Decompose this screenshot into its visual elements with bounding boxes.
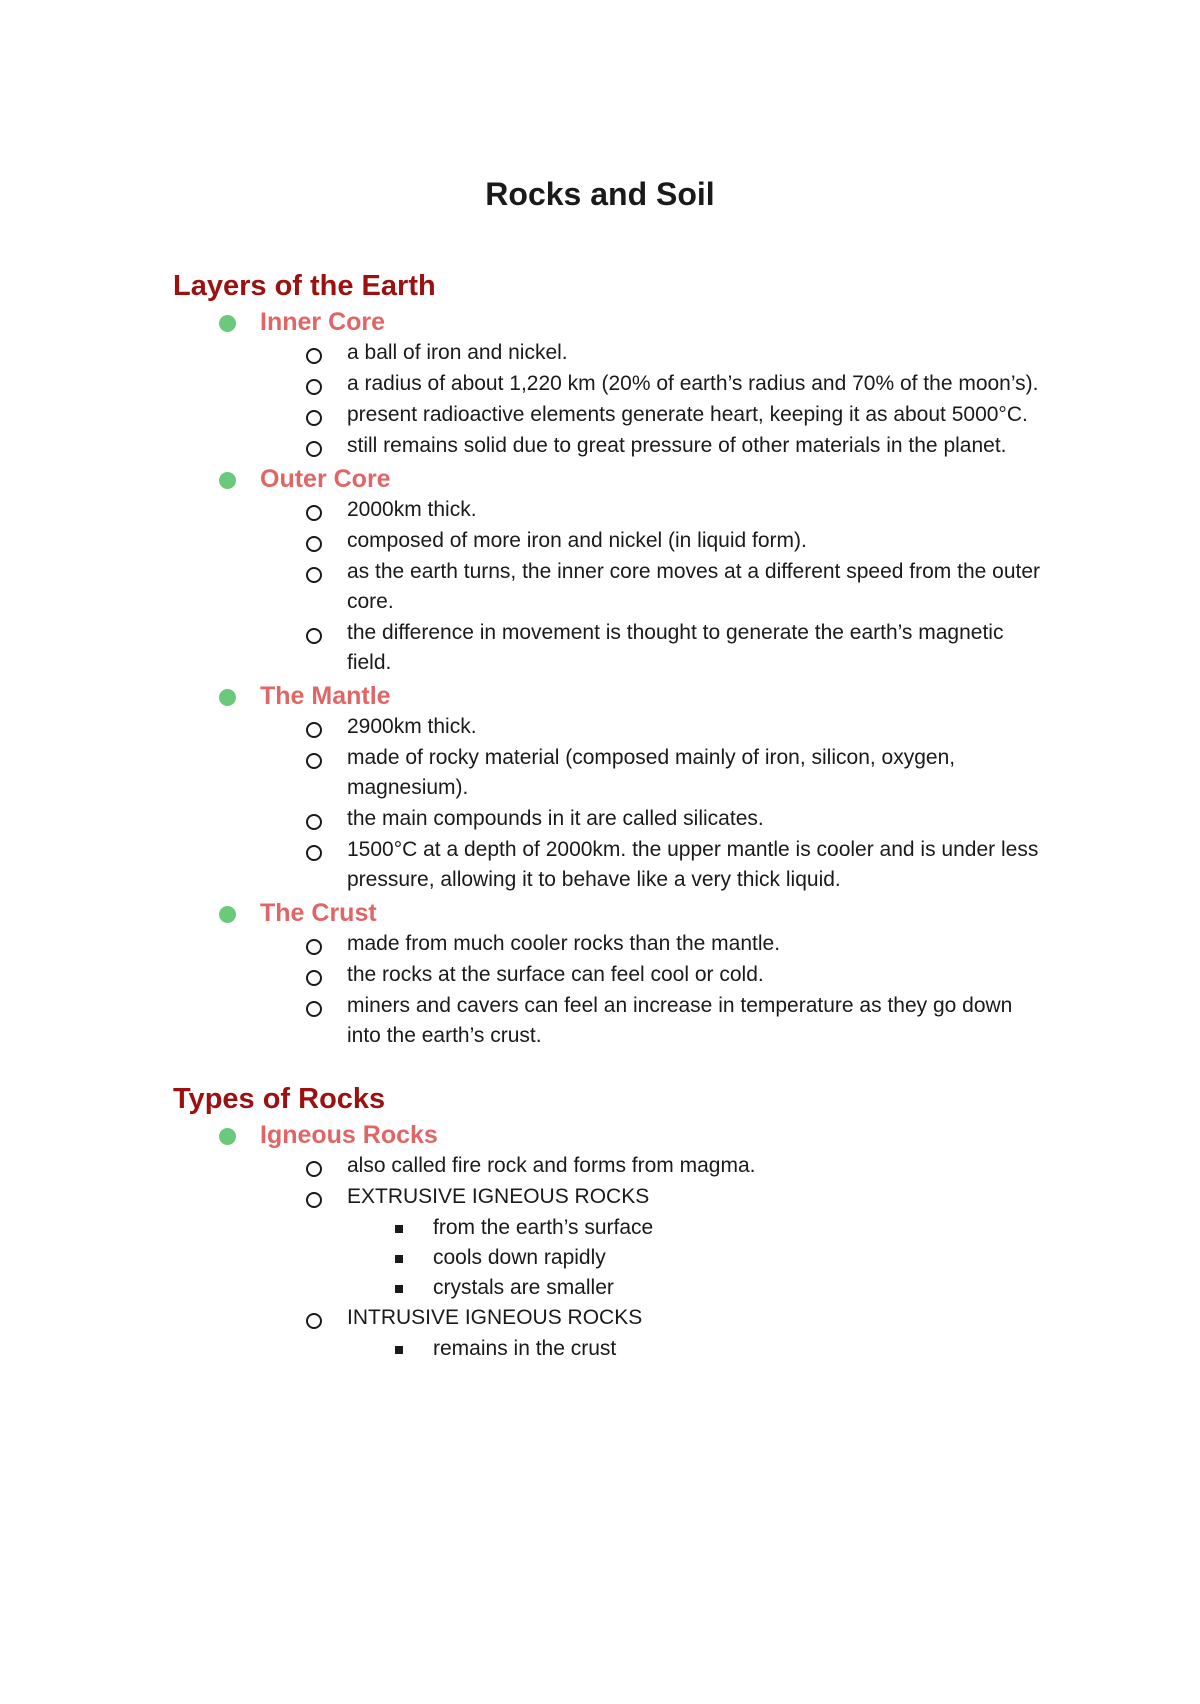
list-item-text: also called fire rock and forms from magma.: [347, 1154, 756, 1177]
sub-list-item-text: crystals are smaller: [433, 1276, 614, 1299]
sub-list-item-text: cools down rapidly: [433, 1246, 606, 1269]
topic-heading: [173, 306, 1043, 338]
topic-heading: [173, 463, 1043, 495]
list-item: [173, 743, 1043, 803]
square-bullet-icon: [395, 1285, 403, 1293]
section-heading: Layers of the Earth: [173, 270, 436, 302]
hollow-circle-bullet-icon: [306, 410, 322, 426]
bullet-list: [173, 338, 1043, 461]
sub-list-item: [173, 1213, 1043, 1243]
list-item-text: composed of more iron and nickel (in liquid form).: [347, 529, 807, 552]
sub-list-item: [173, 1334, 1043, 1364]
section: [173, 1081, 1043, 1364]
hollow-circle-bullet-icon: [306, 1313, 322, 1329]
topic-heading-label: The Crust: [260, 899, 377, 927]
bullet-list: [173, 929, 1043, 1051]
list-item: [173, 804, 1043, 834]
hollow-circle-bullet-icon: [306, 1192, 322, 1208]
hollow-circle-bullet-icon: [306, 379, 322, 395]
hollow-circle-bullet-icon: [306, 1161, 322, 1177]
filled-circle-bullet-icon: [219, 689, 236, 706]
list-item: [173, 1151, 1043, 1181]
list-item-text: the difference in movement is thought to generate the earth’s magnetic field.: [347, 621, 1004, 674]
list-item-text: a radius of about 1,220 km (20% of earth’s radius and 70% of the moon’s).: [347, 372, 1039, 395]
document-title: Rocks and Soil: [485, 176, 715, 212]
document-body: [173, 268, 1043, 1394]
hollow-circle-bullet-icon: [306, 1001, 322, 1017]
section: [173, 268, 1043, 1051]
filled-circle-bullet-icon: [219, 906, 236, 923]
list-item-text: made from much cooler rocks than the mantle.: [347, 932, 781, 955]
hollow-circle-bullet-icon: [306, 567, 322, 583]
list-item-text: 2900km thick.: [347, 715, 477, 738]
list-item-text: INTRUSIVE IGNEOUS ROCKS: [347, 1306, 643, 1329]
list-item: [173, 526, 1043, 556]
sub-list-item-text: from the earth’s surface: [433, 1216, 654, 1239]
hollow-circle-bullet-icon: [306, 845, 322, 861]
topic-heading-label: Igneous Rocks: [260, 1121, 438, 1149]
square-bullet-icon: [395, 1255, 403, 1263]
list-item-text: EXTRUSIVE IGNEOUS ROCKS: [347, 1185, 650, 1208]
list-item-text: a ball of iron and nickel.: [347, 341, 568, 364]
sub-list-item: [173, 1243, 1043, 1273]
list-item-text: still remains solid due to great pressure of other materials in the planet.: [347, 434, 1007, 457]
hollow-circle-bullet-icon: [306, 753, 322, 769]
list-item: [173, 712, 1043, 742]
list-item: [173, 929, 1043, 959]
hollow-circle-bullet-icon: [306, 536, 322, 552]
list-item: [173, 431, 1043, 461]
list-item: [173, 1182, 1043, 1212]
hollow-circle-bullet-icon: [306, 348, 322, 364]
list-item: [173, 400, 1043, 430]
topic-heading-label: Inner Core: [260, 308, 386, 336]
bullet-list: [173, 1151, 1043, 1364]
list-item-text: as the earth turns, the inner core moves at a different speed from the outer core.: [347, 560, 1040, 613]
list-item-text: the main compounds in it are called silicates.: [347, 807, 764, 830]
list-item: [173, 338, 1043, 368]
list-item: [173, 495, 1043, 525]
section-heading: Types of Rocks: [173, 1083, 386, 1115]
topic-heading: [173, 897, 1043, 929]
bullet-list: [173, 712, 1043, 895]
filled-circle-bullet-icon: [219, 472, 236, 489]
list-item-text: the rocks at the surface can feel cool or cold.: [347, 963, 764, 986]
topic-heading: [173, 680, 1043, 712]
bullet-list: [173, 495, 1043, 678]
hollow-circle-bullet-icon: [306, 970, 322, 986]
list-item-text: 2000km thick.: [347, 498, 477, 521]
list-item: [173, 835, 1043, 895]
list-item: [173, 618, 1043, 678]
list-item-text: made of rocky material (composed mainly of iron, silicon, oxygen, magnesium).: [347, 746, 956, 799]
sub-list-item-text: remains in the crust: [433, 1337, 617, 1360]
topic-heading-label: Outer Core: [260, 465, 391, 493]
list-item: [173, 1303, 1043, 1333]
list-item-text: 1500°C at a depth of 2000km. the upper mantle is cooler and is under less pressure, allowing it to behave like a very thick liquid.: [347, 838, 1039, 891]
filled-circle-bullet-icon: [219, 1128, 236, 1145]
hollow-circle-bullet-icon: [306, 722, 322, 738]
hollow-circle-bullet-icon: [306, 441, 322, 457]
topic-heading-label: The Mantle: [260, 682, 391, 710]
list-item: [173, 991, 1043, 1051]
hollow-circle-bullet-icon: [306, 939, 322, 955]
list-item: [173, 557, 1043, 617]
square-bullet-icon: [395, 1346, 403, 1354]
square-bullet-icon: [395, 1225, 403, 1233]
sub-list-item: [173, 1273, 1043, 1303]
topic-heading: [173, 1119, 1043, 1151]
hollow-circle-bullet-icon: [306, 505, 322, 521]
hollow-circle-bullet-icon: [306, 814, 322, 830]
list-item: [173, 960, 1043, 990]
filled-circle-bullet-icon: [219, 315, 236, 332]
list-item: [173, 369, 1043, 399]
list-item-text: present radioactive elements generate heart, keeping it as about 5000°C.: [347, 403, 1028, 426]
hollow-circle-bullet-icon: [306, 628, 322, 644]
list-item-text: miners and cavers can feel an increase in temperature as they go down into the earth’s crust.: [347, 994, 1013, 1047]
